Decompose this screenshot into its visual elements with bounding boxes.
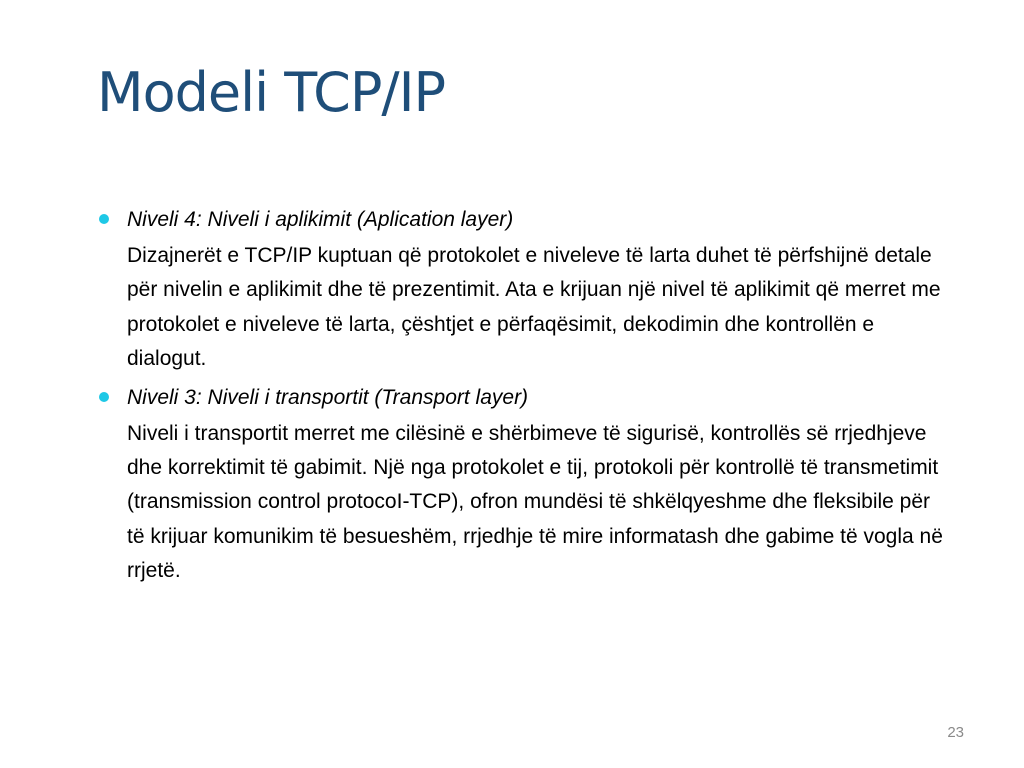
bullet-body: Dizajnerët e TCP/IP kuptuan që protokolet e niveleve të larta duhet të përfshijnë detale për nivelin e aplikimit dhe të prezentimit. Ata e krijuan një nivel të aplikimit që merret me protokolet e niveleve të larta, çështjet e përfaqësimit, dekodimin dhe kontrollën e dialogut. xyxy=(127,244,941,371)
slide-content xyxy=(97,203,947,593)
bullet-heading: Niveli 4: Niveli i aplikimit (Aplication layer) xyxy=(127,208,514,231)
bullet-heading: Niveli 3: Niveli i transportit (Transport layer) xyxy=(127,385,529,409)
bullet-item-application-layer xyxy=(97,203,947,377)
bullet-heading-row xyxy=(97,203,947,236)
page-number: 23 xyxy=(947,724,964,741)
bullet-item-transport-layer xyxy=(97,381,947,589)
bullet-dot-icon xyxy=(99,214,109,224)
bullet-body: Niveli i transportit merret me cilësinë e shërbimeve të sigurisë, kontrollës së rrjedhjeve dhe korrektimit të gabimit. Një nga protokolet e tij, protokoli për kontrollë të transmetimit (transmission control protocoI-TCP), ofron mundësi të shkëlqyeshme dhe fleksibile për të krijuar komunikim të besueshëm, rrjedhje të mire informatash dhe gabime të vogla në rrjetë. xyxy=(127,421,943,583)
bullet-heading-row xyxy=(97,381,947,414)
bullet-dot-icon xyxy=(99,392,109,402)
slide-title: Modeli TCP/IP xyxy=(97,61,446,124)
